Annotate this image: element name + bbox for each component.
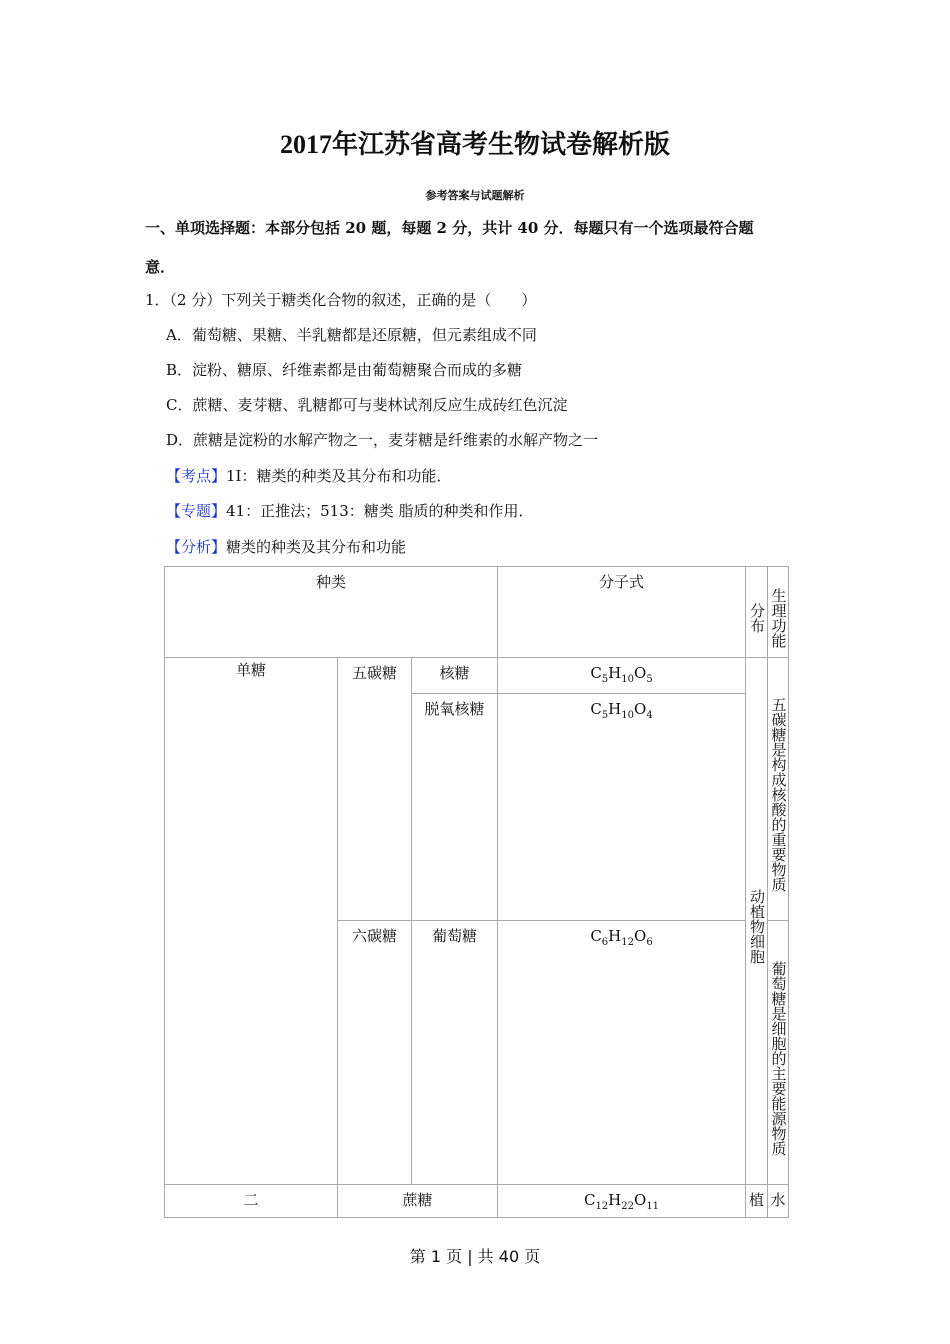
formula-element: H bbox=[608, 927, 622, 945]
cell-pentose: 五碳糖 bbox=[337, 657, 412, 921]
formula-subscript: 22 bbox=[621, 1201, 634, 1212]
dist-mono: 动植物细胞 bbox=[745, 657, 768, 1185]
option-a: A．葡萄糖、果糖、半乳糖都是还原糖，但元素组成不同 bbox=[166, 326, 537, 344]
formula-subscript: 6 bbox=[646, 937, 653, 948]
func-sucrose: 水 bbox=[767, 1184, 789, 1218]
fenxi-tag: 【分析】 bbox=[166, 538, 227, 556]
kaodian bbox=[166, 465, 452, 486]
formula-element: C bbox=[590, 664, 602, 682]
question-stem: 1．（2 分）下列关于糖类化合物的叙述，正确的是（ ） bbox=[145, 291, 537, 309]
header-func: 生理功能 bbox=[767, 566, 789, 658]
formula-element: C bbox=[590, 927, 602, 945]
formula-subscript: 5 bbox=[646, 674, 653, 685]
fenxi-text: 糖类的种类及其分布和功能 bbox=[226, 538, 407, 556]
cell-disaccharide: 二 bbox=[164, 1184, 338, 1218]
formula-element: O bbox=[634, 927, 647, 945]
kaodian-text: 1I：糖类的种类及其分布和功能． bbox=[226, 467, 452, 485]
zhuanti bbox=[166, 500, 534, 521]
dist-sucrose: 植 bbox=[745, 1184, 768, 1218]
formula-ribose bbox=[497, 657, 746, 694]
formula-element: H bbox=[608, 664, 622, 682]
func-pentose: 五碳糖是构成核酸的重要物质 bbox=[767, 657, 789, 921]
header-dist: 分布 bbox=[745, 566, 768, 658]
section-heading: 一、单项选择题：本部分包括 20 题，每题 2 分，共计 40 分．每题只有一个选项最符合题 bbox=[145, 219, 754, 237]
subtitle: 参考答案与试题解析 bbox=[425, 189, 525, 202]
zhuanti-tag: 【专题】 bbox=[166, 502, 227, 520]
formula-subscript: 11 bbox=[646, 1201, 660, 1212]
formula-element: O bbox=[634, 664, 647, 682]
formula-subscript: 12 bbox=[595, 1201, 609, 1212]
cell-deoxyribose: 脱氧核糖 bbox=[411, 693, 498, 921]
formula-subscript: 4 bbox=[646, 710, 653, 721]
func-glucose: 葡萄糖是细胞的主要能源物质 bbox=[767, 920, 789, 1185]
cell-sucrose: 蔗糖 bbox=[337, 1184, 498, 1218]
zhuanti-text: 41：正推法；513：糖类 脂质的种类和作用． bbox=[226, 502, 534, 520]
formula-subscript: 5 bbox=[601, 710, 609, 721]
formula-subscript: 6 bbox=[601, 937, 609, 948]
formula-subscript: 10 bbox=[621, 674, 634, 685]
fenxi bbox=[166, 536, 406, 557]
formula-glucose bbox=[497, 920, 746, 1185]
formula-element: C bbox=[590, 700, 602, 718]
option-c: C．蔗糖、麦芽糖、乳糖都可与斐林试剂反应生成砖红色沉淀 bbox=[166, 396, 568, 414]
page-title: 2017年江苏省高考生物试卷解析版 bbox=[279, 130, 670, 159]
formula-subscript: 12 bbox=[621, 937, 634, 948]
formula-sucrose bbox=[497, 1184, 746, 1218]
page-footer: 第 1 页 | 共 40 页 bbox=[409, 1247, 541, 1266]
option-d: D．蔗糖是淀粉的水解产物之一，麦芽糖是纤维素的水解产物之一 bbox=[166, 431, 599, 449]
cell-hexose: 六碳糖 bbox=[337, 920, 412, 1185]
formula-subscript: 10 bbox=[621, 710, 634, 721]
formula-element: C bbox=[583, 1191, 596, 1209]
cell-ribose: 核糖 bbox=[411, 657, 498, 694]
formula-element: H bbox=[608, 700, 622, 718]
formula-element: H bbox=[608, 1191, 622, 1209]
kaodian-tag: 【考点】 bbox=[166, 467, 227, 485]
option-b: B．淀粉、糖原、纤维素都是由葡萄糖聚合而成的多糖 bbox=[166, 361, 523, 379]
header-kind: 种类 bbox=[164, 566, 498, 658]
formula-element: O bbox=[634, 1191, 647, 1209]
formula-subscript: 5 bbox=[601, 674, 609, 685]
cell-glucose: 葡萄糖 bbox=[411, 920, 498, 1185]
formula-deoxyribose bbox=[497, 693, 746, 921]
header-formula: 分子式 bbox=[497, 566, 746, 658]
formula-element: O bbox=[634, 700, 647, 718]
section-heading-cont: 意． bbox=[145, 258, 176, 276]
cell-monosaccharide: 单糖 bbox=[164, 657, 338, 1185]
